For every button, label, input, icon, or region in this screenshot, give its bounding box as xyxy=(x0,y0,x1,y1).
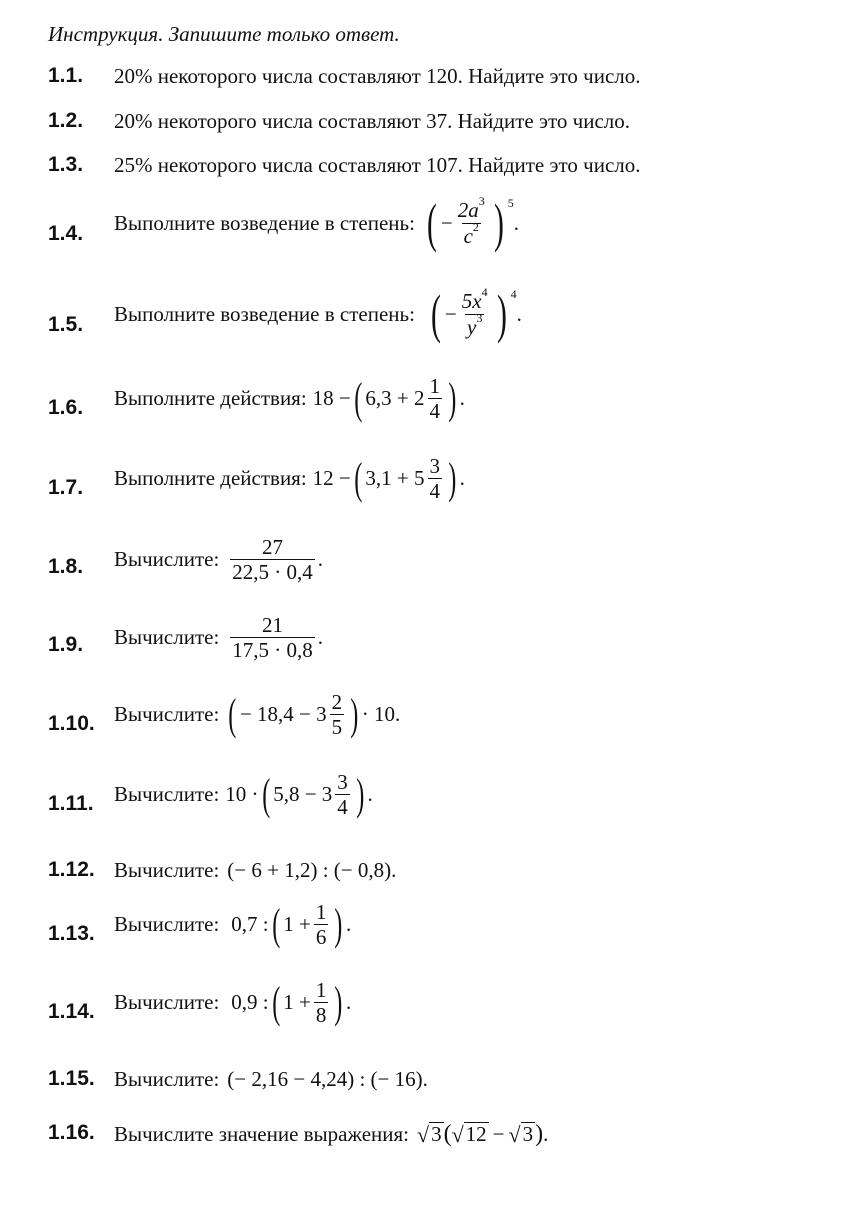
problem-number: 1.1. xyxy=(48,64,84,87)
problem-text: 25% некоторого числа составляют 107. Найдите это число. xyxy=(114,153,641,177)
problem-1-5 xyxy=(0,284,866,353)
paren-left: ( xyxy=(228,689,237,739)
expression: √ 3 ( √ 12 − √ 3 ) . xyxy=(417,1121,549,1147)
expression: $\frac{21}{17,5 \cdot 0,8}$ . xyxy=(232,613,324,663)
problem-number: 1.14. xyxy=(48,1000,95,1023)
problem-number: 1.8. xyxy=(48,555,84,578)
sqrt-b: √ 12 xyxy=(451,1121,487,1147)
problem-body xyxy=(114,770,373,819)
problem-1-1 xyxy=(0,64,866,104)
expression: (− 6 + 1,2) : (− 0,8). xyxy=(227,858,397,882)
denominator-exponent: 2 xyxy=(472,219,479,234)
inner-term: 1 + xyxy=(283,990,311,1015)
problem-text: Вычислите: xyxy=(114,547,220,572)
problem-body xyxy=(114,900,351,949)
problem-1-16 xyxy=(0,1121,866,1161)
fraction xyxy=(330,690,345,739)
numerator: 1 xyxy=(315,978,327,1002)
problem-1-8 xyxy=(0,535,866,595)
problem-1-13 xyxy=(0,899,866,962)
instruction: Инструкция. Запишите только ответ. xyxy=(48,22,400,46)
problem-text: Вычислите: xyxy=(114,990,220,1015)
expression: 18 − ( 6,3 + 2 $\frac{1}{4}$ ) . xyxy=(312,373,465,424)
problem-body xyxy=(114,193,519,253)
problem-number: 1.3. xyxy=(48,153,84,176)
fraction xyxy=(428,454,443,503)
problem-number: 1.15. xyxy=(48,1067,95,1090)
problem-number: 1.6. xyxy=(48,396,84,419)
problem-body xyxy=(114,690,400,739)
expression: 0,7 : ( 1 + $\frac{1}{6}$ ) . xyxy=(231,899,352,950)
power-expression: ( − $\frac{2a^3}{c^2}$ ) 5 . xyxy=(426,193,519,253)
paren-right: ) xyxy=(334,899,343,949)
paren-right: ) xyxy=(334,977,343,1027)
denominator: 4 xyxy=(429,479,441,504)
problem-number: 1.10. xyxy=(48,712,95,735)
problem-body xyxy=(114,978,351,1027)
inner-term: − 18,4 − 3 xyxy=(239,702,327,727)
paren-right: ) xyxy=(496,284,507,344)
problem-text: 20% некоторого числа составляют 120. Найдите это число. xyxy=(114,64,641,88)
problem-number: 1.12. xyxy=(48,858,95,881)
problem-body xyxy=(114,535,323,584)
numerator: 2 xyxy=(331,690,343,714)
sqrt-a: √ 3 xyxy=(417,1121,442,1147)
problem-body xyxy=(114,374,465,423)
lead-term: 12 − xyxy=(312,466,351,491)
problem-1-2 xyxy=(0,109,866,149)
fraction xyxy=(428,374,443,423)
paren-right: ) xyxy=(350,689,359,739)
problem-1-11 xyxy=(0,769,866,832)
denominator: y xyxy=(467,314,477,339)
problem-1-15 xyxy=(0,1067,866,1107)
denominator: c xyxy=(463,223,473,248)
lead-term: 18 − xyxy=(312,386,351,411)
expression: 12 − ( 3,1 + 5 $\frac{3}{4}$ ) . xyxy=(312,453,465,504)
expression: 0,9 : ( 1 + $\frac{1}{8}$ ) . xyxy=(231,977,352,1028)
numerator: 3 xyxy=(337,770,348,794)
problem-text: Вычислите значение выражения: xyxy=(114,1122,410,1146)
expression: $\frac{27}{22,5 \cdot 0,4}$ . xyxy=(232,535,324,585)
fraction xyxy=(456,194,487,248)
problem-number: 1.13. xyxy=(48,922,95,945)
problem-text: Выполните возведение в степень: xyxy=(114,210,415,235)
paren-left: ( xyxy=(354,373,363,423)
numerator-exponent: 4 xyxy=(481,285,488,300)
denominator: 8 xyxy=(315,1003,327,1028)
paren-right: ) xyxy=(448,453,457,503)
numerator: 3 xyxy=(429,454,441,478)
numerator: 5x xyxy=(461,289,482,314)
paren-left: ( xyxy=(271,899,280,949)
denominator: 5 xyxy=(331,715,343,740)
problem-number: 1.7. xyxy=(48,476,84,499)
denominator-exponent: 3 xyxy=(476,310,483,325)
denominator: 22,5 · 0,4 xyxy=(232,560,313,585)
expression: 10 · ( 5,8 − 3 $\frac{3}{4}$ ) . xyxy=(225,769,373,820)
paren-left: ( xyxy=(261,769,270,819)
problem-text: Вычислите: xyxy=(114,782,220,807)
numerator-exponent: 3 xyxy=(478,194,485,209)
minus-sign: − xyxy=(440,210,453,235)
fraction xyxy=(314,900,329,949)
problem-number: 1.11. xyxy=(48,792,94,815)
problem-number: 1.5. xyxy=(48,313,84,336)
problem-1-9 xyxy=(0,613,866,673)
numerator: 1 xyxy=(315,900,327,924)
problem-text: 20% некоторого числа составляют 37. Найдите это число. xyxy=(114,109,631,133)
paren-left: ( xyxy=(430,284,441,344)
problem-text: Вычислите: xyxy=(114,858,220,882)
problem-text: Выполните действия: xyxy=(114,386,307,411)
lead-term: 0,7 : xyxy=(231,912,269,937)
outer-exponent: 4 xyxy=(510,286,517,301)
inner-term: 5,8 − 3 xyxy=(273,782,333,807)
problem-body xyxy=(114,454,465,503)
denominator: 4 xyxy=(337,795,348,820)
problem-number: 1.16. xyxy=(48,1121,95,1144)
numerator: 27 xyxy=(262,535,284,559)
denominator: 4 xyxy=(429,399,441,424)
problem-text: Вычислите: xyxy=(114,625,220,650)
paren-left: ( xyxy=(271,977,280,1027)
denominator: 6 xyxy=(315,925,327,950)
paren-right: ) xyxy=(448,373,457,423)
paren-left: ( xyxy=(354,453,363,503)
expression: (− 2,16 − 4,24) : (− 16). xyxy=(227,1067,428,1091)
problem-1-7 xyxy=(0,453,866,516)
inner-term: 3,1 + 5 xyxy=(365,466,425,491)
tail-term: · 10. xyxy=(361,702,401,727)
fraction xyxy=(230,535,315,584)
problem-1-14 xyxy=(0,977,866,1040)
inner-term: 6,3 + 2 xyxy=(365,386,425,411)
problem-number: 1.9. xyxy=(48,633,84,656)
paren-left: ( xyxy=(426,193,437,253)
sqrt-c: √ 3 xyxy=(508,1121,534,1147)
fraction xyxy=(230,613,315,662)
fraction xyxy=(335,770,350,819)
problem-number: 1.2. xyxy=(48,109,84,132)
paren-right: ) xyxy=(356,769,365,819)
outer-exponent: 5 xyxy=(507,195,514,210)
minus-sign: − xyxy=(444,301,457,326)
problem-body xyxy=(114,1067,428,1092)
problem-text: Вычислите: xyxy=(114,702,220,727)
problem-number: 1.4. xyxy=(48,222,84,245)
denominator: 17,5 · 0,8 xyxy=(232,638,313,663)
power-expression: ( − $\frac{5x^4}{y^3}$ ) 4 . xyxy=(430,284,522,344)
problem-body xyxy=(114,284,522,344)
problem-text: Вычислите: xyxy=(114,912,220,937)
problem-1-6 xyxy=(0,373,866,436)
numerator: 21 xyxy=(262,613,284,637)
problem-body xyxy=(114,613,323,662)
problem-1-4 xyxy=(0,193,866,262)
problem-text: Выполните возведение в степень: xyxy=(114,301,415,326)
fraction xyxy=(460,285,490,339)
problem-body xyxy=(114,1121,548,1148)
problem-text: Вычислите: xyxy=(114,1067,220,1091)
numerator: 2a xyxy=(457,198,479,223)
problem-1-3 xyxy=(0,153,866,193)
paren-right: ) xyxy=(493,193,504,253)
problem-1-10 xyxy=(0,689,866,752)
expression xyxy=(225,690,400,739)
inner-term: 1 + xyxy=(283,912,311,937)
problem-1-12 xyxy=(0,858,866,898)
problem-body xyxy=(114,858,396,883)
lead-term: 0,9 : xyxy=(231,990,269,1015)
problem-text: Выполните действия: xyxy=(114,466,307,491)
lead-term: 10 · xyxy=(225,782,259,807)
fraction xyxy=(314,978,329,1027)
numerator: 1 xyxy=(429,374,441,398)
